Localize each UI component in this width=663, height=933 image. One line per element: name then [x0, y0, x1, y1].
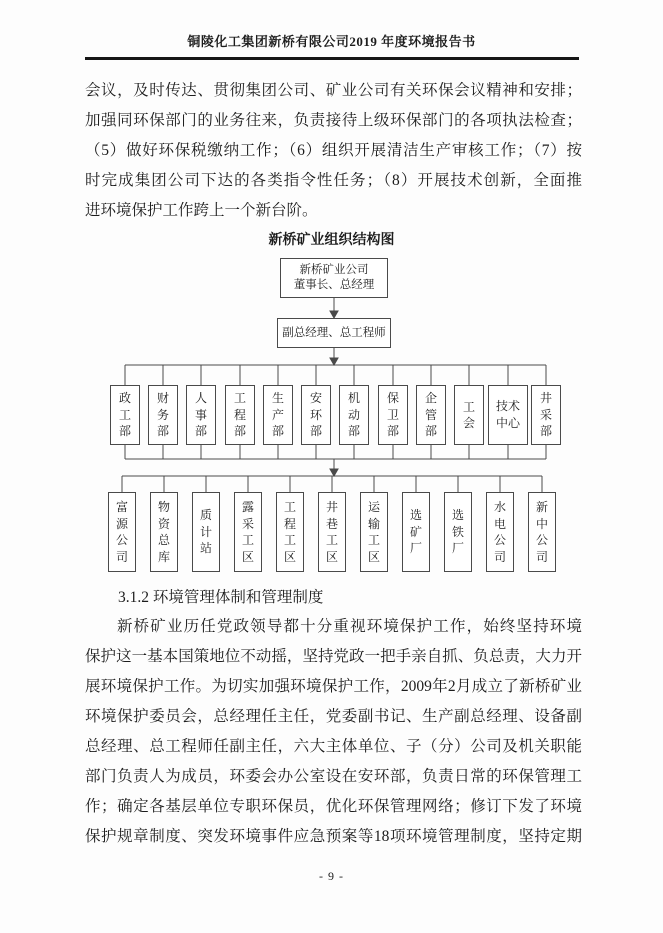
text-line: 作；确定各基层单位专职环保员，优化环保管理网络；修订下发了环境	[85, 798, 582, 815]
unit-box: 井巷工区	[318, 492, 346, 572]
dept-box: 财务部	[148, 385, 178, 445]
dept-box: 安环部	[301, 385, 331, 445]
unit-box: 水电公司	[486, 492, 514, 572]
paragraph-2	[85, 612, 582, 852]
unit-box: 质计站	[192, 492, 220, 572]
text-line: 保护这一基本国策地位不动摇，坚持党政一把手亲自抓、负总责，大力开	[85, 648, 582, 665]
text-line: 部门负责人为成员，环委会办公室设在安环部，负责日常的环保管理工	[85, 768, 582, 785]
org-top-box	[280, 258, 388, 298]
unit-box: 新中公司	[528, 492, 556, 572]
dept-box: 技术中心	[488, 385, 528, 445]
dept-box: 井采部	[531, 385, 561, 445]
text-line: 环境保护委员会，总经理任主任，党委副书记、生产副总经理、设备副	[85, 708, 582, 725]
unit-box: 选铁厂	[444, 492, 472, 572]
dept-box: 工会	[454, 385, 484, 445]
dept-box: 生产部	[263, 385, 293, 445]
paragraph-1	[85, 76, 582, 226]
unit-box: 露采工区	[234, 492, 262, 572]
text-line: 新桥矿业历任党政领导都十分重视环境保护工作，始终坚持环境	[117, 618, 582, 635]
text-line: 会议，及时传达、贯彻集团公司、矿业公司有关环保会议精神和安排；	[85, 82, 582, 99]
dept-box: 工程部	[225, 385, 255, 445]
dept-box: 保卫部	[378, 385, 408, 445]
dept-box: 政工部	[110, 385, 140, 445]
org-top-box-line1: 新桥矿业公司	[299, 264, 369, 276]
unit-box: 选矿厂	[402, 492, 430, 572]
text-line: 总经理、总工程师任副主任，六大主体单位、子（分）公司及机关职能	[85, 738, 582, 755]
text-line: 进环境保护工作跨上一个新台阶。	[85, 202, 318, 219]
org-deputy-box: 副总经理、总工程师	[277, 318, 391, 348]
text-line: 加强同环保部门的业务往来，负责接待上级环保部门的各项执法检查；	[85, 112, 582, 129]
unit-box: 运输工区	[360, 492, 388, 572]
dept-box: 企管部	[416, 385, 446, 445]
unit-box: 工程工区	[276, 492, 304, 572]
dept-box: 机动部	[339, 385, 369, 445]
org-chart-title: 新桥矿业组织结构图	[268, 233, 395, 248]
text-line: 时完成集团公司下达的各类指令性任务；（8）开展技术创新，全面推	[85, 172, 582, 189]
section-heading: 3.1.2 环境管理体制和管理制度	[118, 589, 324, 606]
dept-box: 人事部	[186, 385, 216, 445]
text-line: 展环境保护工作。为切实加强环境保护工作，2009年2月成立了新桥矿业	[85, 678, 582, 695]
text-line: （5）做好环保税缴纳工作；（6）组织开展清洁生产审核工作；（7）按	[85, 142, 582, 159]
text-line: 保护规章制度、突发环境事件应急预案等18项环境管理制度，坚持定期	[85, 828, 582, 845]
unit-box: 富源公司	[108, 492, 136, 572]
header-title: 铜陵化工集团新桥有限公司2019 年度环境报告书	[187, 34, 476, 49]
page-number: - 9 -	[319, 869, 344, 883]
org-top-box-line2: 董事长、总经理	[293, 279, 375, 291]
unit-box: 物资总库	[150, 492, 178, 572]
header-rule	[85, 57, 579, 60]
